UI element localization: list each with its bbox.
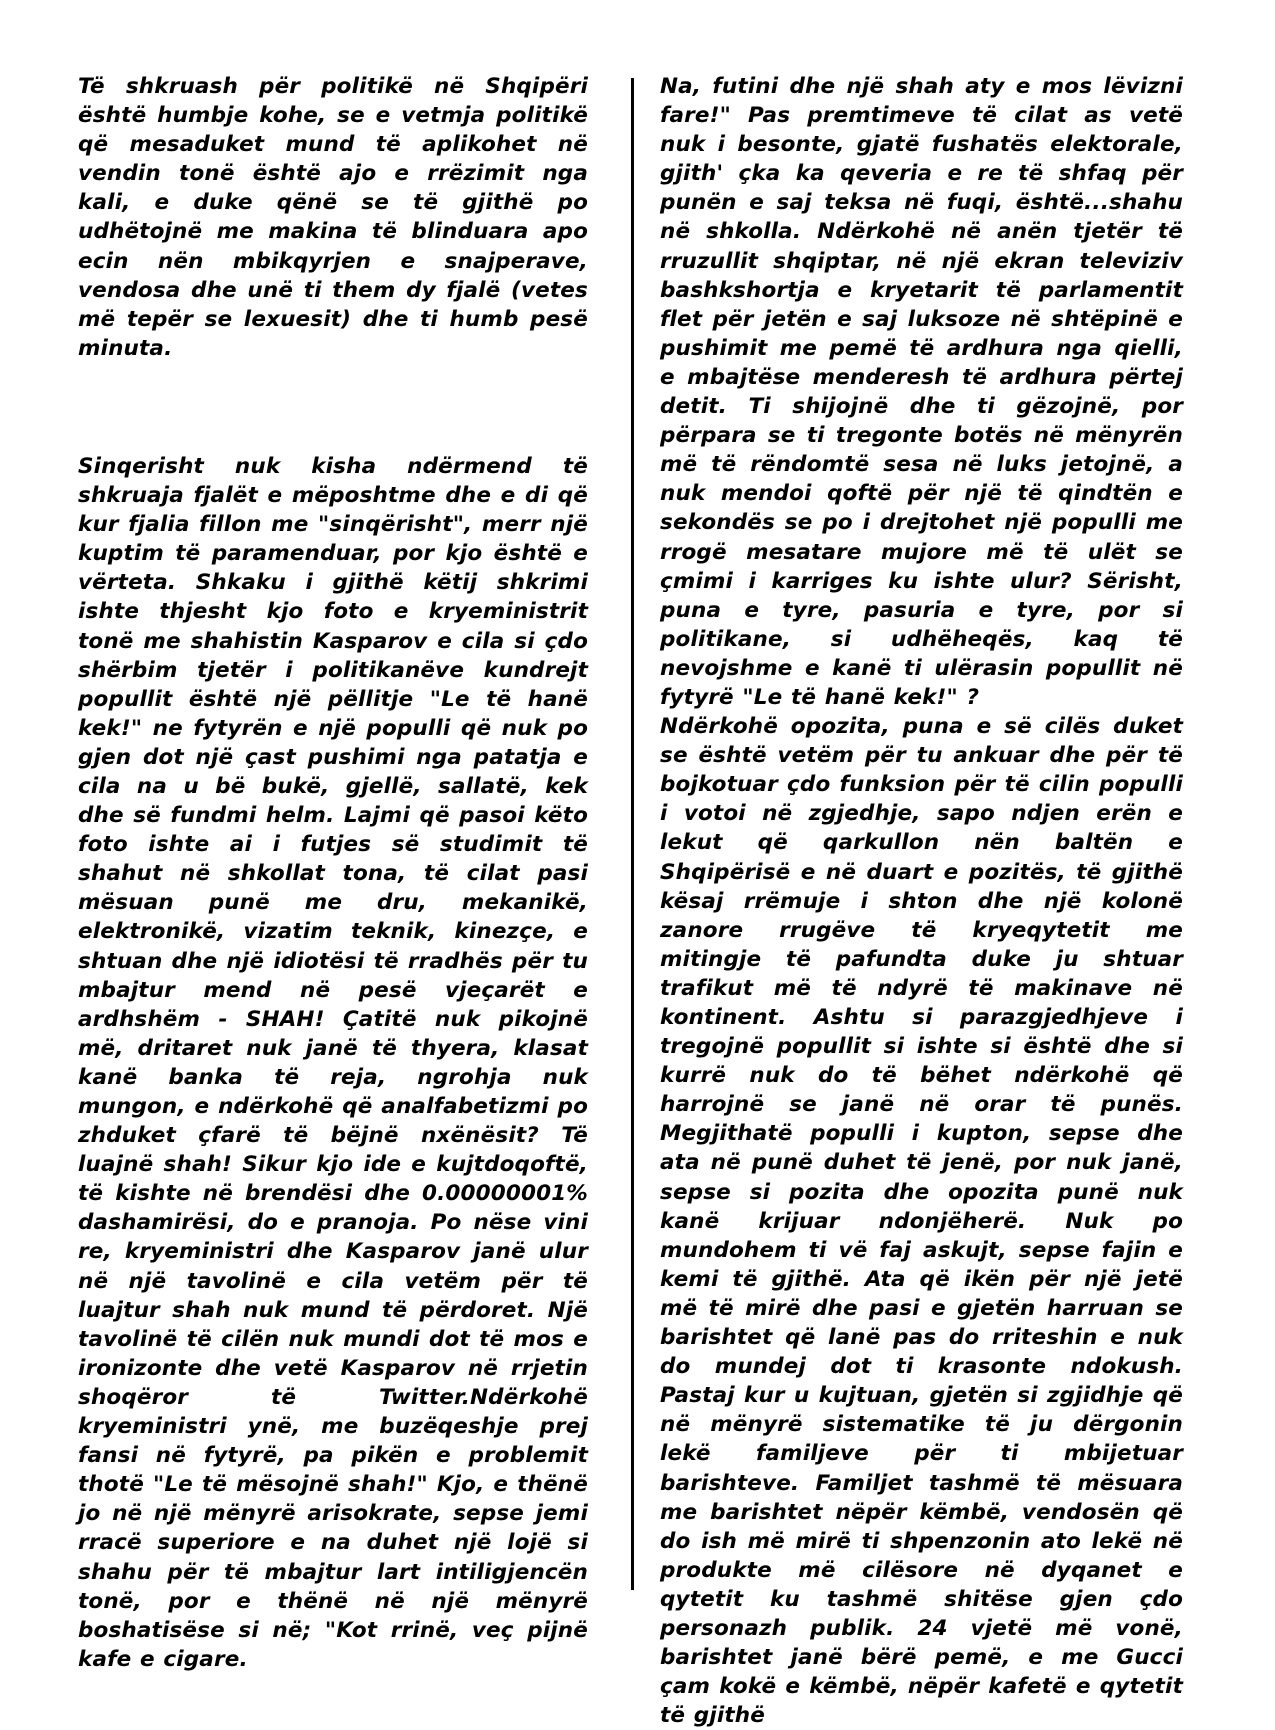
left-paragraph-1: Të shkruash për politikë në Shqipëri është humbje kohe, se e vetmja politikë që mesaduket mund të aplikohet në vendin tonë është ajo e rrëzimit nga kali, e duke qënë se të gjithë po udhëtojnë me makina të blinduara apo ecin nën mbikqyrjen e snajperave, vendosa dhe unë ti them dy fjalë (vetes më tepër se lexuesit) dhe ti humb pesë minuta. [78, 74, 588, 361]
column-divider [631, 78, 634, 1590]
paragraph-spacer [78, 363, 588, 452]
right-paragraph-2: Ndërkohë opozita, puna e së cilës duket se është vetëm për tu ankuar dhe për të bojkotuar çdo funksion për të cilin populli i votoi në zgjedhje, sapo ndjen erën e lekut që qarkullon nën baltën e Shqipërisë e në duart e pozitës, të gjithë kësaj rrëmuje i shton dhe një kolonë zanore rrugëve të kryeqytetit me mitingje të pafundta duke ju shtuar trafikut më të ndyrë të makinave në kontinent. Ashtu si parazgjedhjeve i tregojnë popullit si ishte si është dhe si kurrë nuk do të bëhet ndërkohë që harrojnë se janë në orar të punës. Megjithatë populli i kupton, sepse dhe ata në punë duhet të jenë, por nuk janë, sepse si pozita dhe opozita punë nuk kanë krijuar ndonjëherë. Nuk po mundohem ti vë faj askujt, sepse fajin e kemi të gjithë. Ata që ikën për një jetë më të mirë dhe pasi e gjetën harruan se barishtet që lanë pas do rriteshin e nuk do mundej dot ti krasonte ndokush. Pastaj kur u kujtuan, gjetën si zgjidhje që në mënyrë sistematike të ju dërgonin lekë familjeve për ti mbijetuar barishteve. Familjet tashmë të mësuara me barishtet nëpër këmbë, vendosën që do ish më mirë ti shpenzonin ato lekë në produkte më cilësore në dyqanet e qytetit ku tashmë shitëse gjen çdo personazh publik. 24 vjetë më vonë, barishtet janë bërë pemë, e me Gucci çam kokë e këmbë, nëpër kafetë e qytetit të gjithë [660, 714, 1183, 1729]
left-paragraph-2: Sinqerisht nuk kisha ndërmend të shkruaja fjalët e mëposhtme dhe e di që kur fjalia fillon me "sinqërisht", merr një kuptim të paramenduar, por kjo është e vërteta. Shkaku i gjithë këtij shkrimi ishte thjesht kjo foto e kryeministrit tonë me shahistin Kasparov e cila si çdo shërbim tjetër i politikanëve kundrejt popullit është një pëllitje "Le të hanë kek!" ne fytyrën e një populli që nuk po gjen dot një çast pushimi nga patatja e cila na u bë bukë, gjellë, sallatë, kek dhe së fundmi helm. Lajmi që pasoi këto foto ishte ai i futjes së studimit të shahut në shkollat tona, të cilat pasi mësuan punë me dru, mekanikë, elektronikë, vizatim teknik, kinezçe, e shtuan dhe një idiotësi të rradhës për tu mbajtur mend në pesë vjeçarët e ardhshëm - SHAH! Çatitë nuk pikojnë më, dritaret nuk janë të thyera, klasat kanë banka të reja, ngrohja nuk mungon, e ndërkohë që analfabetizmi po zhduket çfarë të bëjnë nxënësit? Të luajnë shah! Sikur kjo ide e kujtdoqoftë, të kishte në brendësi dhe 0.00000001% dashamirësi, do e pranoja. Po nëse vini re, kryeministri dhe Kasparov janë ulur në një tavolinë e cila vetëm për të luajtur shah nuk mund të përdoret. Një tavolinë të cilën nuk mundi dot të mos e ironizonte dhe vetë Kasparov në rrjetin shoqëror të Twitter.Ndërkohë kryeministri ynë, me buzëqeshje prej fansi në fytyrë, pa pikën e problemit thotë "Le të mësojnë shah!" Kjo, e thënë jo në një mënyrë arisokrate, sepse jemi rracë superiore e na duhet një lojë si shahu për të mbajtur lart intiligjencën tonë, por e thënë në një mënyrë boshatisëse si në; "Kot rrinë, veç pijnë kafe e cigare. [78, 453, 588, 1672]
right-column [660, 72, 1183, 1730]
right-paragraph-1: Na, futini dhe një shah aty e mos lëvizni fare!" Pas premtimeve të cilat as vetë nuk i besonte, gjatë fushatës elektorale, gjith' çka ka qeveria e re të shfaq për punën e saj teksa në fuqi, është...shahu në shkolla. Ndërkohë në anën tjetër të rruzullit shqiptar, në një ekran televiziv bashkshortja e kryetarit të parlamentit flet për jetën e saj luksoze në shtëpinë e pushimit me pemë të ardhura nga qielli, e mbajtëse menderesh të ardhura përtej detit. Ti shijojnë dhe ti gëzojnë, por përpara se ti tregonte botës në mënyrën më të rëndomtë sesa në luks jetojnë, a nuk mendoi qoftë për një të qindtën e sekondës se po i drejtohet një populli me rrogë mesatare mujore më të ulët se çmimi i karriges ku ishte ulur? Sërisht, puna e tyre, pasuria e tyre, por si politikane, si udhëheqës, kaq të nevojshme e kanë ti ulërasin popullit në fytyrë "Le të hanë kek!" ? [660, 74, 1183, 710]
left-column [78, 72, 588, 1674]
